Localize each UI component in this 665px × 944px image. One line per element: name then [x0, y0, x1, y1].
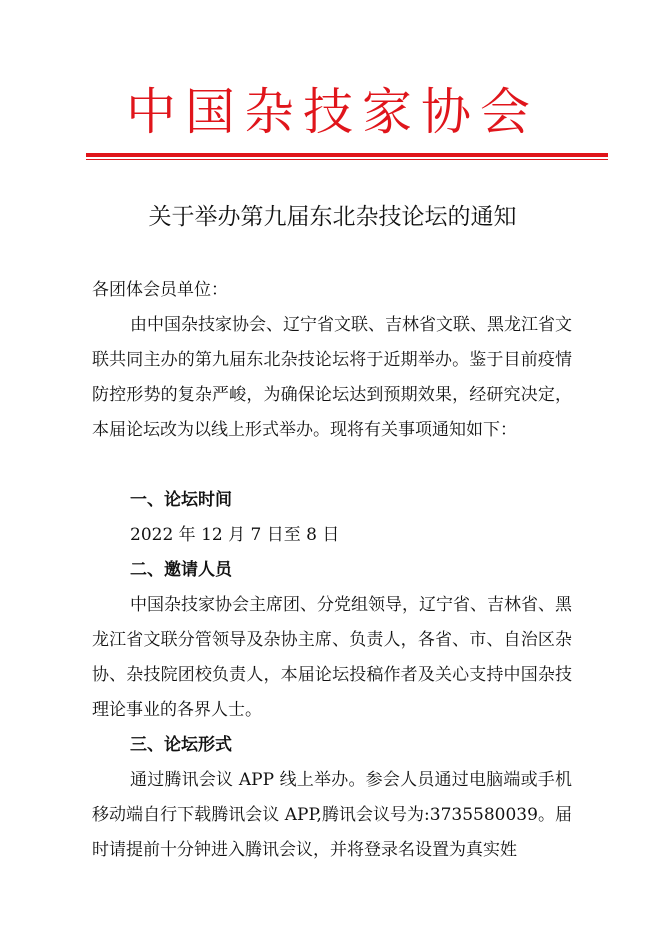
section-content-time: 2022 年 12 月 7 日至 8 日 [130, 525, 340, 545]
letterhead-rule-thin [86, 159, 608, 160]
section-heading-time: 一、论坛时间 [130, 490, 232, 510]
section-heading-format: 三、论坛形式 [130, 735, 232, 755]
section-content-invitees: 中国杂技家协会主席团、分党组领导，辽宁省、吉林省、黑龙江省文联分管领导及杂协主席、负责人，各省、市、自治区杂协、杂技院团校负责人，本届论坛投稿作者及关心支持中国杂技理论事业的各界人士。 [92, 595, 572, 720]
salutation: 各团体会员单位： [92, 280, 228, 300]
section-heading-invitees: 二、邀请人员 [130, 560, 232, 580]
section-content-format: 通过腾讯会议 APP 线上举办。参会人员通过电脑端或手机移动端自行下载腾讯会议 APP,腾讯会议号为:3735580039。届时请提前十分钟进入腾讯会议，并将登录名设置为真实姓 [92, 770, 572, 860]
intro-paragraph: 由中国杂技家协会、辽宁省文联、吉林省文联、黑龙江省文联共同主办的第九届东北杂技论坛将于近期举办。鉴于目前疫情防控形势的复杂严峻，为确保论坛达到预期效果，经研究决定，本届论坛改为以线上形式举办。现将有关事项通知如下： [92, 315, 572, 440]
document-title: 关于举办第九届东北杂技论坛的通知 [148, 204, 517, 230]
letterhead-rule-thick [86, 153, 608, 157]
organization-letterhead: 中国杂技家协会 [126, 83, 539, 141]
